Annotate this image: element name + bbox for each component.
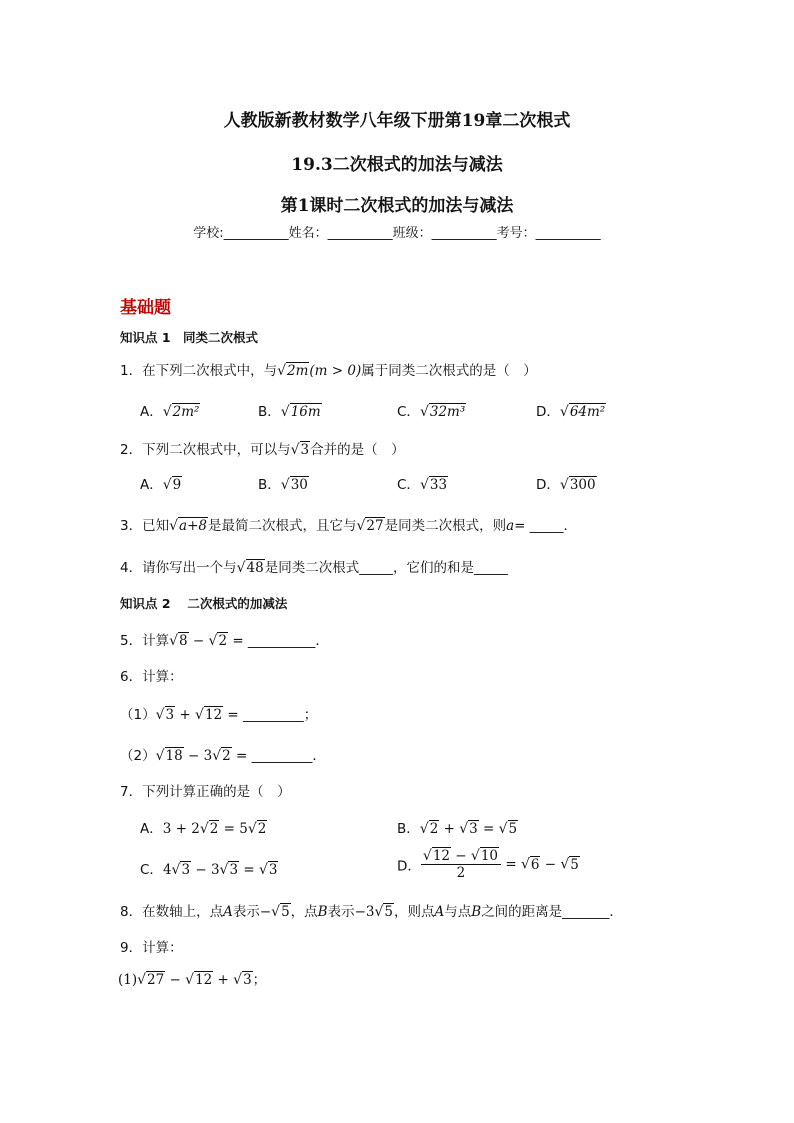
question-6: 6．计算：	[120, 669, 183, 685]
q5-answer-blank[interactable]: = __________．	[228, 633, 329, 649]
question-7: 7．下列计算正确的是（ ）	[120, 784, 291, 800]
q1-option-d[interactable]: D．√64m²	[536, 404, 606, 420]
q6-1-answer-blank[interactable]: = _________；	[223, 707, 318, 723]
knowledge-point-1: 知识点 1 同类二次根式	[120, 330, 259, 345]
question-1	[120, 359, 537, 379]
document-title: 人教版新教材数学八年级下册第19章二次根式	[223, 111, 571, 131]
question-9: 9．计算：	[120, 940, 183, 956]
q2-option-a[interactable]: A．√9	[140, 477, 182, 493]
lesson-heading: 第1课时二次根式的加法与减法	[280, 196, 514, 216]
q4-answer-blank[interactable]: 是同类二次根式_____，它们的和是_____	[264, 560, 508, 576]
basic-questions-heading: 基础题	[120, 298, 171, 318]
question-1-condition: (m > 0)	[309, 363, 362, 379]
q7-option-c[interactable]: C．4√3 − 3√3 = √3	[140, 862, 278, 878]
question-6-part-2: （2）√18 − 3√2 = _________．	[120, 748, 326, 764]
q2-option-b[interactable]: B．√30	[258, 477, 308, 493]
q1-option-c[interactable]: C．√32m³	[397, 404, 466, 420]
q2-option-d[interactable]: D．√300	[536, 477, 596, 493]
q6-2-answer-blank[interactable]: = _________．	[231, 748, 326, 764]
sqrt-expression: √2m	[277, 363, 309, 379]
q1-option-a[interactable]: A．√2m²	[140, 404, 200, 420]
question-4: 4．请你写出一个与√48是同类二次根式_____，它们的和是_____	[120, 560, 508, 576]
question-6-part-1: （1）√3 + √12 = _________；	[120, 707, 318, 723]
q7-option-b[interactable]: B．√2 + √3 = √5	[397, 821, 518, 837]
question-1-stem-prefix: 1．在下列二次根式中，与	[120, 363, 278, 379]
question-3: 3．已知√a+8是最简二次根式，且它与√27是同类二次根式，则a= _____．	[120, 518, 577, 534]
q3-answer-blank[interactable]: = _____．	[514, 518, 577, 534]
question-5: 5．计算√8 − √2 = __________．	[120, 633, 329, 649]
fraction: $\frac{√12 - √10}{2}$	[421, 848, 501, 881]
q7-option-d[interactable]: D． $\frac{√12 - √10}{2}$ = √6 − √5	[397, 848, 579, 881]
q7-option-a[interactable]: A．3 + 2√2 = 5√2	[140, 821, 267, 837]
q1-option-b[interactable]: B．√16m	[258, 404, 321, 420]
question-8: 8．在数轴上，点A表示−√5，点B表示−3√5，则点A与点B之间的距离是_______．	[120, 904, 623, 920]
question-2: 2．下列二次根式中，可以与√3合并的是（ ）	[120, 442, 405, 458]
q8-answer-blank[interactable]: 之间的距离是_______．	[481, 904, 623, 920]
section-heading: 19.3二次根式的加法与减法	[291, 155, 503, 175]
question-1-stem-suffix: 属于同类二次根式的是（ ）	[361, 363, 537, 379]
question-9-part-1: (1)√27 − √12 + √3；	[118, 972, 267, 988]
student-info-line: 学校:__________姓名：__________班级：__________考号：__________	[193, 226, 601, 241]
knowledge-point-2: 知识点 2 二次根式的加减法	[120, 596, 288, 611]
q2-option-c[interactable]: C．√33	[397, 477, 448, 493]
